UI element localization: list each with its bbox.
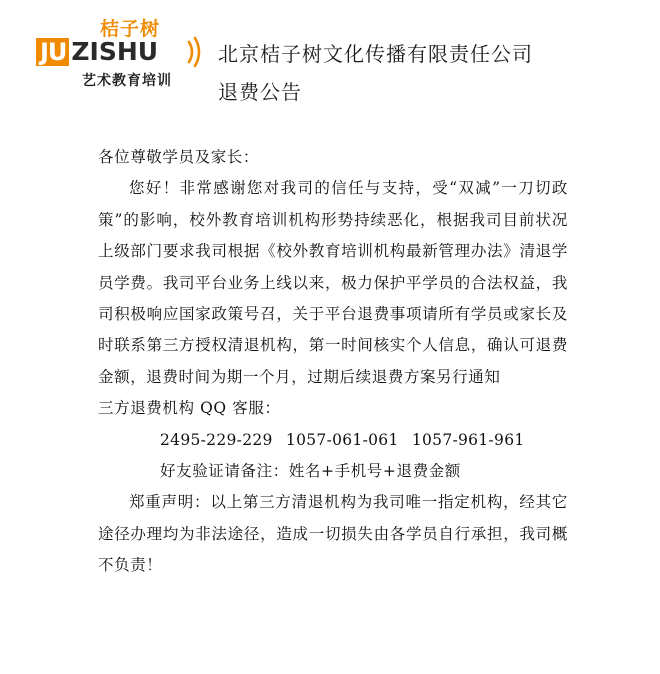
main-paragraph: 您好！非常感谢您对我司的信任与支持，受“双减”一刀切政策”的影响，校外教育培训机构形势持续恶化，根据我司目前状况上级部门要求我司根据《校外教育培训机构最新管理办法》清退学员学费。我司平台业务上线以来，极力保护平学员的合法权益，我司积极响应国家政策号召，关于平台退费事项请所有学员或家长及时联系第三方授权清退机构，第一时间核实个人信息，确认可退费金额，退费时间为期一个月，过期后续退费方案另行通知 [98,179,568,386]
logo-wordmark [36,38,158,66]
qq-service-label: 三方退费机构 QQ 客服： [98,399,281,418]
logo-ju-block: JU [36,38,69,66]
verification-note: 好友验证请备注：姓名+手机号+退费金额 [160,462,461,481]
logo-chinese-name: 桔子树 [100,18,161,40]
logo-zishu-text: ZISHU [71,37,159,66]
solemn-declaration: 郑重声明：以上第三方清退机构为我司唯一指定机构，经其它途径办理均为非法途径，造成一切损失由各学员自行承担，我司概不负责！ [98,493,568,575]
notice-body [98,142,568,582]
logo-subtitle: 艺术教育培训 [82,73,172,89]
salutation: 各位尊敬学员及家长： [98,148,260,166]
company-logo [36,14,204,94]
qq-numbers: 2495-229-229 1057-061-061 1057-961-961 [160,430,525,449]
company-name: 北京桔子树文化传播有限责任公司 [218,42,533,66]
notice-title: 退费公告 [218,80,302,104]
logo-arcs-icon [186,36,204,68]
